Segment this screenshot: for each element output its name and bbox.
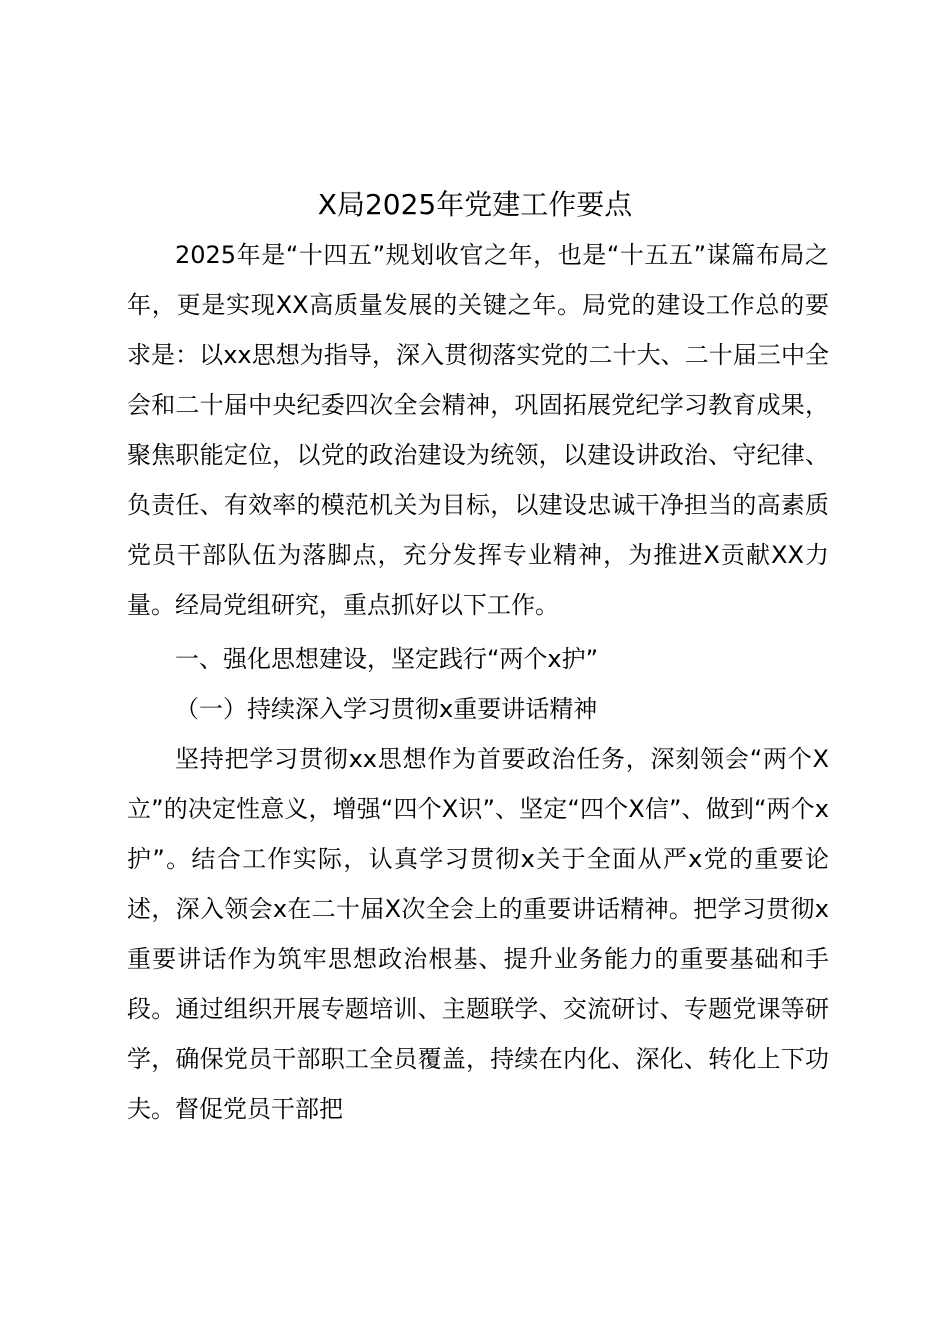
document-body	[127, 230, 829, 1134]
subsection-heading-1-1: （一）持续深入学习贯彻x重要讲话精神	[175, 695, 598, 723]
document-title: X局2025年党建工作要点	[317, 188, 633, 221]
subsection-paragraph-1-1: 坚持把学习贯彻xx思想作为首要政治任务，深刻领会“两个X立”的决定性意义，增强“四个X识”、坚定“四个X信”、做到“两个x护”。结合工作实际，认真学习贯彻x关于全面从严x党的重要论述，深入领会x在二十届X次全会上的重要讲话精神。把学习贯彻x重要讲话作为筑牢思想政治根基、提升业务能力的重要基础和手段。通过组织开展专题培训、主题联学、交流研讨、专题党课等研学，确保党员干部职工全员覆盖，持续在内化、深化、转化上下功夫。督促党员干部把	[127, 745, 829, 1123]
intro-paragraph: 2025年是“十四五”规划收官之年，也是“十五五”谋篇布局之年，更是实现XX高质量发展的关键之年。局党的建设工作总的要求是：以xx思想为指导，深入贯彻落实党的二十大、二十届三中全会和二十届中央纪委四次全会精神，巩固拓展党纪学习教育成果，聚焦职能定位，以党的政治建设为统领，以建设讲政治、守纪律、负责任、有效率的模范机关为目标，以建设忠诚干净担当的高素质党员干部队伍为落脚点，充分发挥专业精神，为推进X贡献XX力量。经局党组研究，重点抓好以下工作。	[127, 241, 829, 619]
section-heading-1: 一、强化思想建设，坚定践行“两个x护”	[175, 645, 599, 673]
